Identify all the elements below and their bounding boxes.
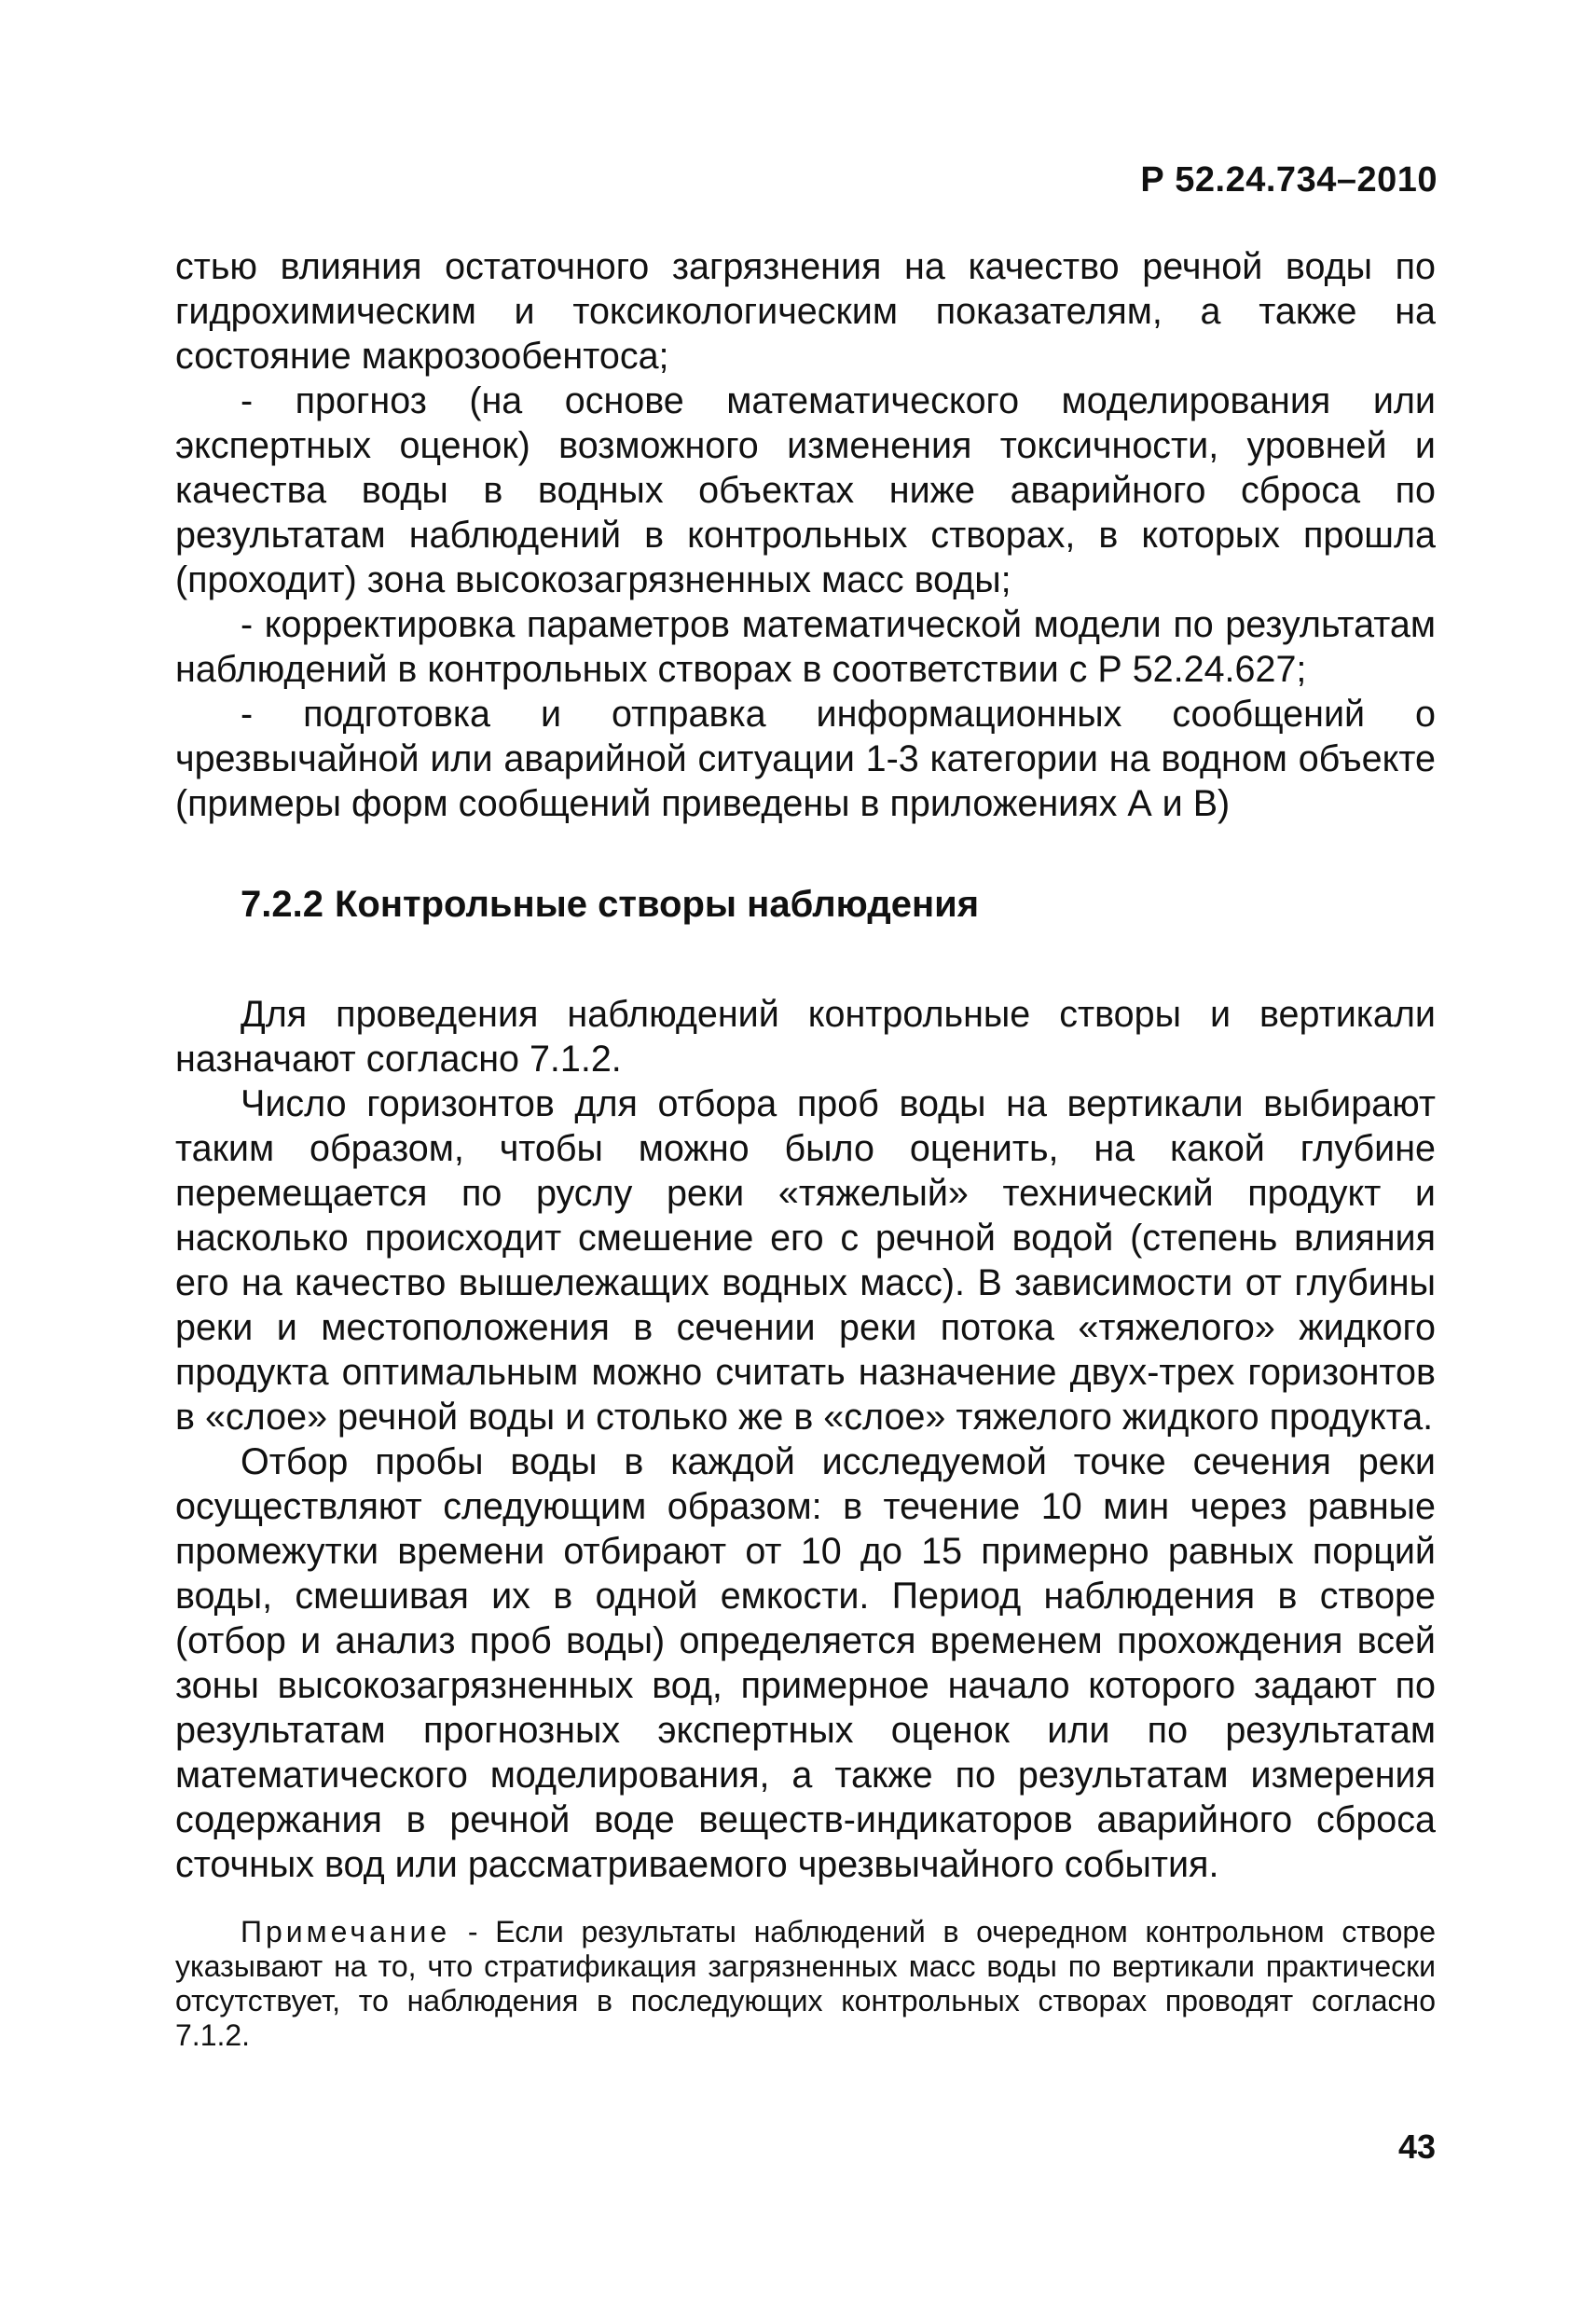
note-label: Примечание (241, 1915, 451, 1948)
paragraph-continuation: стью влияния остаточного загрязнения на качество речной воды по гидрохимическим и токсикологическим показателям, а также на состояние макрозообентоса; (175, 246, 1436, 377)
list-item-model-correction: - корректировка параметров математической модели по результатам наблюдений в контрольных створах в соответствии с Р 52.24.627; (175, 604, 1436, 690)
note-text: - Если результаты наблюдений в очередном контрольном створе указывают на то, что стратификация загрязненных масс воды по вертикали практически отсутствует, то наблюдения в последующих контрольных створах проводят согласно 7.1.2. (175, 1915, 1437, 2052)
section-title: Контрольные створы наблюдения (334, 884, 980, 925)
section-number: 7.2.2 (241, 884, 323, 925)
paragraph-control-sections: Для проведения наблюдений контрольные створы и вертикали назначают согласно 7.1.2. (175, 994, 1436, 1080)
page-number: 43 (1397, 2127, 1436, 2166)
list-item-notifications: - подготовка и отправка информационных сообщений о чрезвычайной или аварийной ситуации 1-3 категории на водном объекте (примеры форм сообщений приведены в приложениях А и В) (175, 694, 1436, 824)
section-heading (241, 882, 1436, 927)
paragraph-sampling-horizons: Число горизонтов для отбора проб воды на вертикали выбирают таким образом, чтобы можно было оценить, на какой глубине перемещается по руслу реки «тяжелый» технический продукт и насколько происходит смешение его с речной водой (степень влияния его на качество вышележащих водных масс). В зависимости от глубины реки и местоположения в сечении реки потока «тяжелого» жидкого продукта оптимальным можно считать назначение двух-трех горизонтов в «слое» речной воды и столько же в «слое» тяжелого жидкого продукта. (175, 1083, 1436, 1438)
list-item-forecast: - прогноз (на основе математического моделирования или экспертных оценок) возможного изменения токсичности, уровней и качества воды в водных объектах ниже аварийного сброса по результатам наблюдений в контрольных створах, в которых прошла (проходит) зона высокозагрязненных масс воды; (175, 380, 1436, 600)
page-content (175, 244, 1436, 2083)
paragraph-sampling-procedure: Отбор пробы воды в каждой исследуемой точке сечения реки осуществляют следующим образом: в течение 10 мин через равные промежутки времени отбирают от 10 до 15 примерно равных порций воды, смешивая их в одной емкости. Период наблюдения в створе (отбор и анализ проб воды) определяется временем прохождения всей зоны высокозагрязненных вод, примерное начало которого задают по результатам прогнозных экспертных оценок или по результатам математического моделирования, а также по результатам измерения содержания в речной воде веществ-индикаторов аварийного сброса сточных вод или рассматриваемого чрезвычайного события. (175, 1441, 1436, 1885)
note (175, 1915, 1436, 2053)
document-code: Р 52.24.734–2010 (1140, 160, 1438, 200)
